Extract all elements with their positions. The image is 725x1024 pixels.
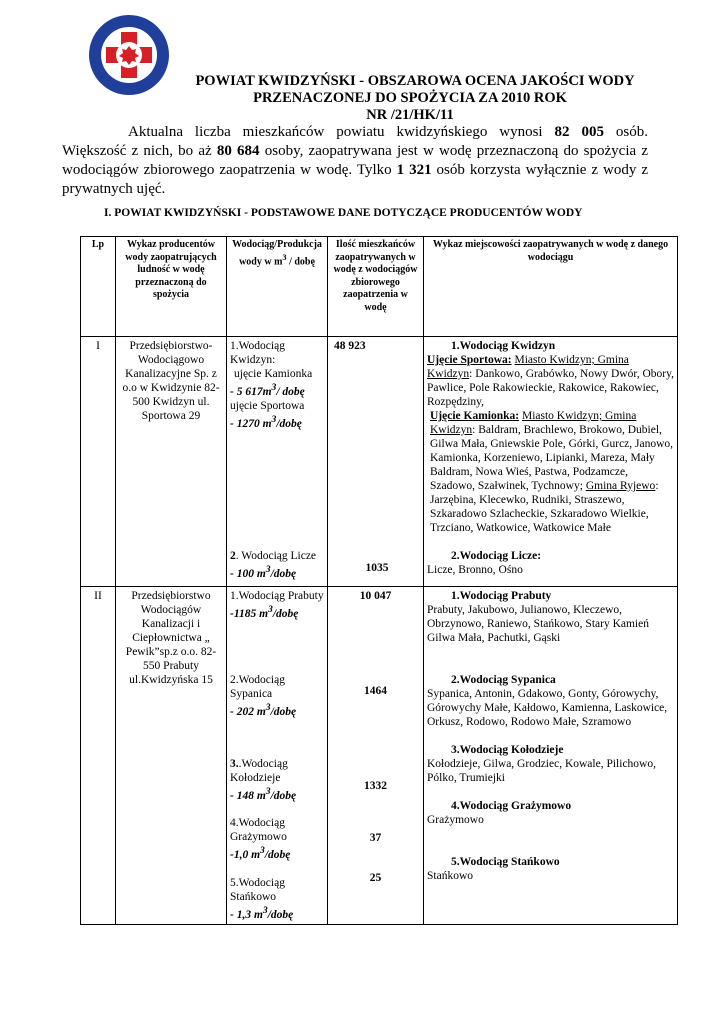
title-line-2: PRZENACZONEJ DO SPOŻYCIA ZA 2010 ROK: [253, 90, 567, 106]
row-lp: I: [81, 337, 116, 587]
row-producer: Przedsiębiorstwo Wodociągów Kanalizacji i Ciepłownictwa „ Pewik”sp.z o.o. 82-550 Prabuty ul.Kwidzyńska 15: [116, 587, 227, 925]
header-count: Ilość mieszkańców zaopatrywanych w wodę z wodociągów zbiorowego zaopatrzenia w wodę: [328, 237, 424, 337]
row-count: 10 047 1464 1332 37 25: [328, 587, 424, 925]
row-production: 1.Wodociąg Prabuty -1185 $m^3$/dobę 2.Wodociąg Sypanica - 202 $m^3$/dobę 3..Wodociąg Kołodzieje - 148 $m^3$/dobę 4.Wodociąg Grażymowo -1,0 $m^3$/dobę 5.Wodociąg Stańkowo - 1,3 $m^3$/dobę: [227, 587, 328, 925]
header-production: Wodociąg/Produkcja wody w $m^3$ / dobę: [227, 237, 328, 337]
section-title: I. POWIAT KWIDZYŃSKI - PODSTAWOWE DANE DOTYCZĄCE PRODUCENTÓW WODY: [104, 207, 583, 219]
table-header-row: [81, 237, 678, 337]
header-places: Wykaz miejscowości zaopatrywanych w wodę z danego wodociągu: [424, 237, 678, 337]
row-places: 1.Wodociąg Kwidzyn Ujęcie Sportowa: Miasto Kwidzyn; Gmina Kwidzyn: Dankowo, Grabówko, Nowy Dwór, Obory, Pawlice, Pole Rakowieckie, Rakowice, Rakowiec, Rozpędziny, Ujęcie Kamionka: Miasto Kwidzyn; Gmina Kwidzyn: Baldram, Brachlewo, Brokowo, Dubiel, Gilwa Mała, Gniewskie Pole, Górki, Gurcz, Janowo, Kamionka, Korzeniewo, Lipianki, Mareza, Mały Baldram, Nowa Wieś, Pastwa, Podzamcze, Szadowo, Szałwinek, Tychnowy; Gmina Ryjewo: Jarzębina, Klecewko, Rudniki, Straszewo, Szkaradowo Szlacheckie, Szkaradowo Wielkie, Trzciano, Watkowice, Watkowice Małe 2.Wodociąg Licze: Licze, Bronno, Ośno: [424, 337, 678, 587]
table-row: [81, 587, 678, 925]
intro-paragraph: Aktualna liczba mieszkańców powiatu kwidzyńskiego wynosi 82 005 osób. Większość z nich, bo aż 80 684 osoby, zaopatrywana jest w wodę przeznaczoną do spożycia z wodociągów zbiorowego zaopatrzenia w wodę. Tylko 1 321 osób korzysta wyłącznie z wody z prywatnych ujęć.: [62, 124, 649, 197]
header-lp: Lp: [81, 237, 116, 337]
title-line-1: POWIAT KWIDZYŃSKI - OBSZAROWA OCENA JAKOŚCI WODY: [195, 73, 635, 89]
header-producer: Wykaz producentów wody zaopatrujących ludność w wodę przeznaczoną do spożycia: [116, 237, 227, 337]
producers-table: [80, 236, 678, 925]
row-production: 1.Wodociąg Kwidzyn: ujęcie Kamionka - 5 $617m^3/$ dobę ujęcie Sportowa - 1270 $m^3$/dobę 2. Wodociąg Licze - 100 $m^3$/dobę: [227, 337, 328, 587]
row-places: 1.Wodociąg Prabuty Prabuty, Jakubowo, Julianowo, Kleczewo, Obrzynowo, Raniewo, Stańkowo, Stary Kamień Gilwa Mała, Pachutki, Gąski 2.Wodociąg Sypanica Sypanica, Antonin, Gdakowo, Gonty, Górowychy, Górowychy Małe, Kałdowo, Kamienna, Laskowice, Orkusz, Rodowo, Rodowo Małe, Szramowo 3.Wodociąg Kołodzieje Kołodzieje, Gilwa, Grodziec, Kowale, Pilichowo, Pólko, Trumiejki 4.Wodociąg Grażymowo Grażymowo 5.Wodociąg Stańkowo Stańkowo: [424, 587, 678, 925]
row-count: 48 923 1035: [328, 337, 424, 587]
table-row: [81, 337, 678, 587]
row-lp: II: [81, 587, 116, 925]
title-line-3: NR /21/HK/11: [366, 107, 454, 123]
row-producer: Przedsiębiorstwo-Wodociągowo Kanalizacyjne Sp. z o.o w Kwidzynie 82-500 Kwidzyn ul. Sportowa 29: [116, 337, 227, 587]
